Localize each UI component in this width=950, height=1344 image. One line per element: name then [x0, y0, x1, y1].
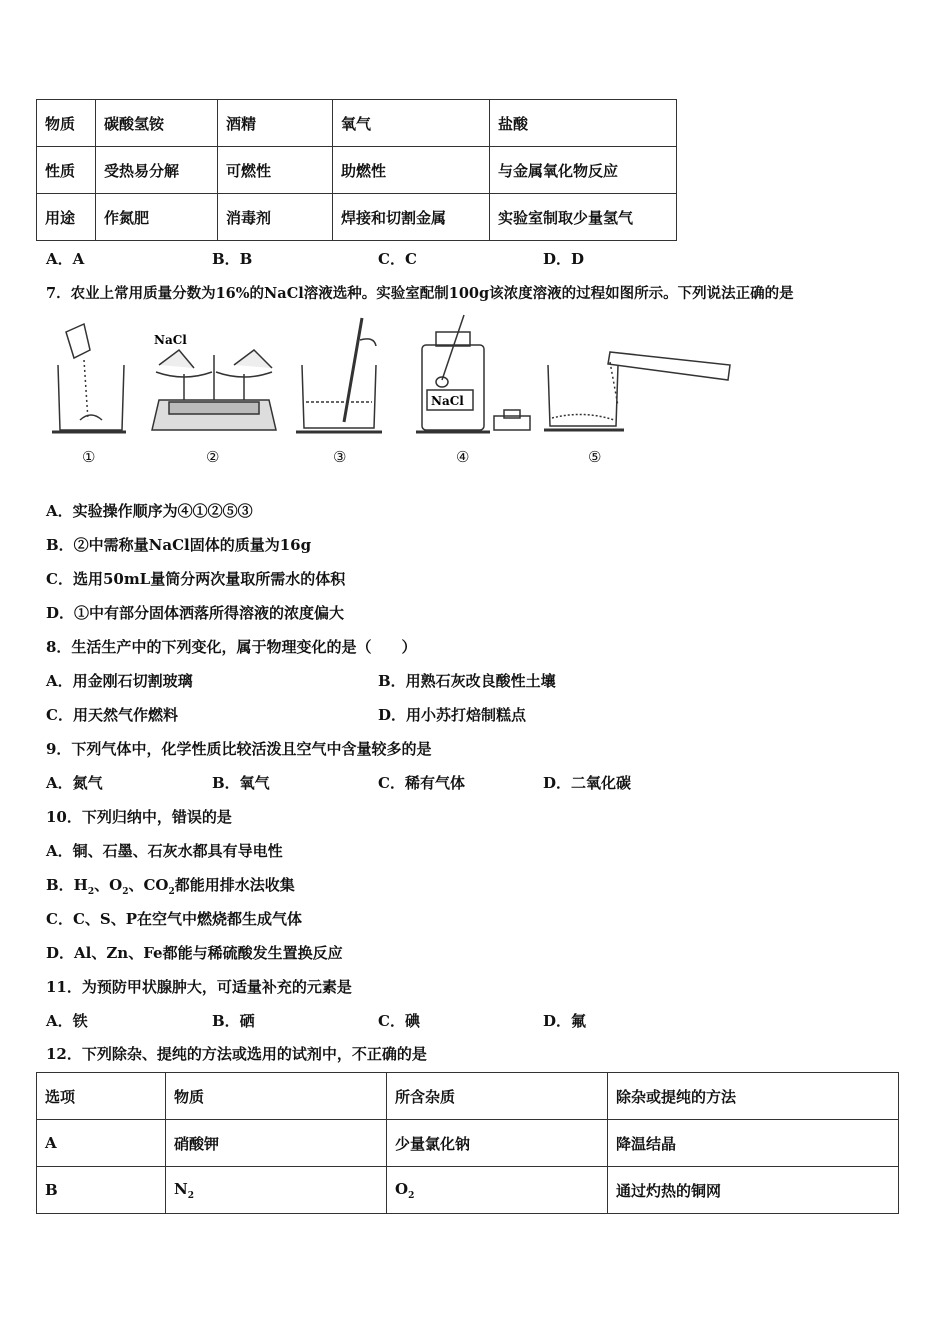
- table-cell: 消毒剂: [218, 194, 333, 241]
- q8-option-c[interactable]: C．用天然气作燃料: [46, 706, 178, 724]
- graduated-cylinder-icon: [544, 352, 730, 430]
- q7-option-c[interactable]: C．选用50mL量筒分两次量取所需水的体积: [46, 570, 346, 588]
- q10-option-d[interactable]: D．Al、Zn、Fe都能与稀硫酸发生置换反应: [46, 944, 343, 962]
- table-header-cell: 选项: [37, 1073, 166, 1120]
- beaker-pour-icon: [52, 324, 126, 432]
- table-cell: A: [37, 1120, 166, 1167]
- figure-label-5: ⑤: [588, 448, 602, 466]
- q6-option-a[interactable]: A．A: [46, 250, 85, 268]
- table-row: [37, 100, 677, 147]
- q10-option-a[interactable]: A．铜、石墨、石灰水都具有导电性: [46, 842, 283, 860]
- table-cell: 氧气: [333, 100, 490, 147]
- table-row: [37, 1120, 899, 1167]
- figure-label-4: ④: [456, 448, 470, 466]
- table-cell: 酒精: [218, 100, 333, 147]
- table-cell: 盐酸: [490, 100, 677, 147]
- properties-table: [36, 99, 677, 241]
- table-header-cell: 除杂或提纯的方法: [608, 1073, 899, 1120]
- q6-option-b[interactable]: B．B: [212, 250, 253, 268]
- figure-label-1: ①: [82, 448, 96, 466]
- table-row: [37, 1073, 899, 1120]
- q11-option-c[interactable]: C．碘: [378, 1012, 420, 1030]
- q11-option-a[interactable]: A．铁: [46, 1012, 88, 1030]
- q9-option-a[interactable]: A．氮气: [46, 774, 103, 792]
- table-cell: 通过灼热的铜网: [608, 1167, 899, 1214]
- balance-scale-icon: [152, 350, 276, 430]
- reagent-bottle-icon: [416, 315, 530, 432]
- q9-option-c[interactable]: C．稀有气体: [378, 774, 465, 792]
- q6-option-d[interactable]: D．D: [543, 250, 585, 268]
- q9-option-b[interactable]: B．氧气: [212, 774, 270, 792]
- table-cell: 助燃性: [333, 147, 490, 194]
- table-cell: 用途: [37, 194, 96, 241]
- table-cell: 性质: [37, 147, 96, 194]
- solution-preparation-figure: [44, 310, 744, 470]
- q7-option-a[interactable]: A．实验操作顺序为④①②⑤③: [46, 502, 253, 520]
- q7-stem: 7．农业上常用质量分数为16%的NaCl溶液选种。实验室配制100g该浓度溶液的过程如图所示。下列说法正确的是: [46, 285, 794, 302]
- nacl-label-bottle: NaCl: [431, 394, 464, 408]
- q11-option-b[interactable]: B．硒: [212, 1012, 255, 1030]
- table-cell: $N_2$: [166, 1167, 387, 1214]
- q10-stem: 10．下列归纳中，错误的是: [46, 808, 232, 826]
- purification-table: [36, 1072, 899, 1214]
- q11-option-d[interactable]: D．氟: [543, 1012, 587, 1030]
- table-cell: 降温结晶: [608, 1120, 899, 1167]
- q11-stem: 11．为预防甲状腺肿大，可适量补充的元素是: [46, 978, 352, 996]
- table-cell: B: [37, 1167, 166, 1214]
- table-cell: 与金属氧化物反应: [490, 147, 677, 194]
- q7-option-d[interactable]: D．①中有部分固体洒落所得溶液的浓度偏大: [46, 604, 345, 622]
- q9-option-d[interactable]: D．二氧化碳: [543, 774, 632, 792]
- q12-stem: 12．下列除杂、提纯的方法或选用的试剂中，不正确的是: [46, 1045, 427, 1063]
- q8-stem: 8．生活生产中的下列变化，属于物理变化的是（ ）: [46, 638, 417, 656]
- table-header-cell: 物质: [166, 1073, 387, 1120]
- q8-option-b[interactable]: B．用熟石灰改良酸性土壤: [378, 672, 556, 690]
- table-row: [37, 1167, 899, 1214]
- nacl-label-balance: NaCl: [154, 333, 187, 347]
- q8-option-a[interactable]: A．用金刚石切割玻璃: [46, 672, 193, 690]
- q6-option-c[interactable]: C．C: [378, 250, 417, 268]
- q9-stem: 9．下列气体中，化学性质比较活泼且空气中含量较多的是: [46, 740, 432, 758]
- table-cell: 少量氯化钠: [387, 1120, 608, 1167]
- table-cell: 物质: [37, 100, 96, 147]
- table-cell: 受热易分解: [96, 147, 218, 194]
- q10-option-b[interactable]: B．$H_2$、$O_2$、$CO_2$都能用排水法收集: [46, 876, 295, 897]
- table-cell: 实验室制取少量氢气: [490, 194, 677, 241]
- table-cell: 可燃性: [218, 147, 333, 194]
- table-cell: 焊接和切割金属: [333, 194, 490, 241]
- table-row: [37, 147, 677, 194]
- figure-label-2: ②: [206, 448, 220, 466]
- table-cell: 作氮肥: [96, 194, 218, 241]
- table-cell: 硝酸钾: [166, 1120, 387, 1167]
- table-header-cell: 所含杂质: [387, 1073, 608, 1120]
- table-cell: $O_2$: [387, 1167, 608, 1214]
- figure-label-3: ③: [333, 448, 347, 466]
- table-row: [37, 194, 677, 241]
- q10-option-c[interactable]: C．C、S、P在空气中燃烧都生成气体: [46, 910, 302, 928]
- q8-option-d[interactable]: D．用小苏打焙制糕点: [378, 706, 527, 724]
- q7-option-b[interactable]: B．②中需称量NaCl固体的质量为16g: [46, 536, 312, 554]
- table-cell: 碳酸氢铵: [96, 100, 218, 147]
- stirring-beaker-icon: [296, 318, 382, 432]
